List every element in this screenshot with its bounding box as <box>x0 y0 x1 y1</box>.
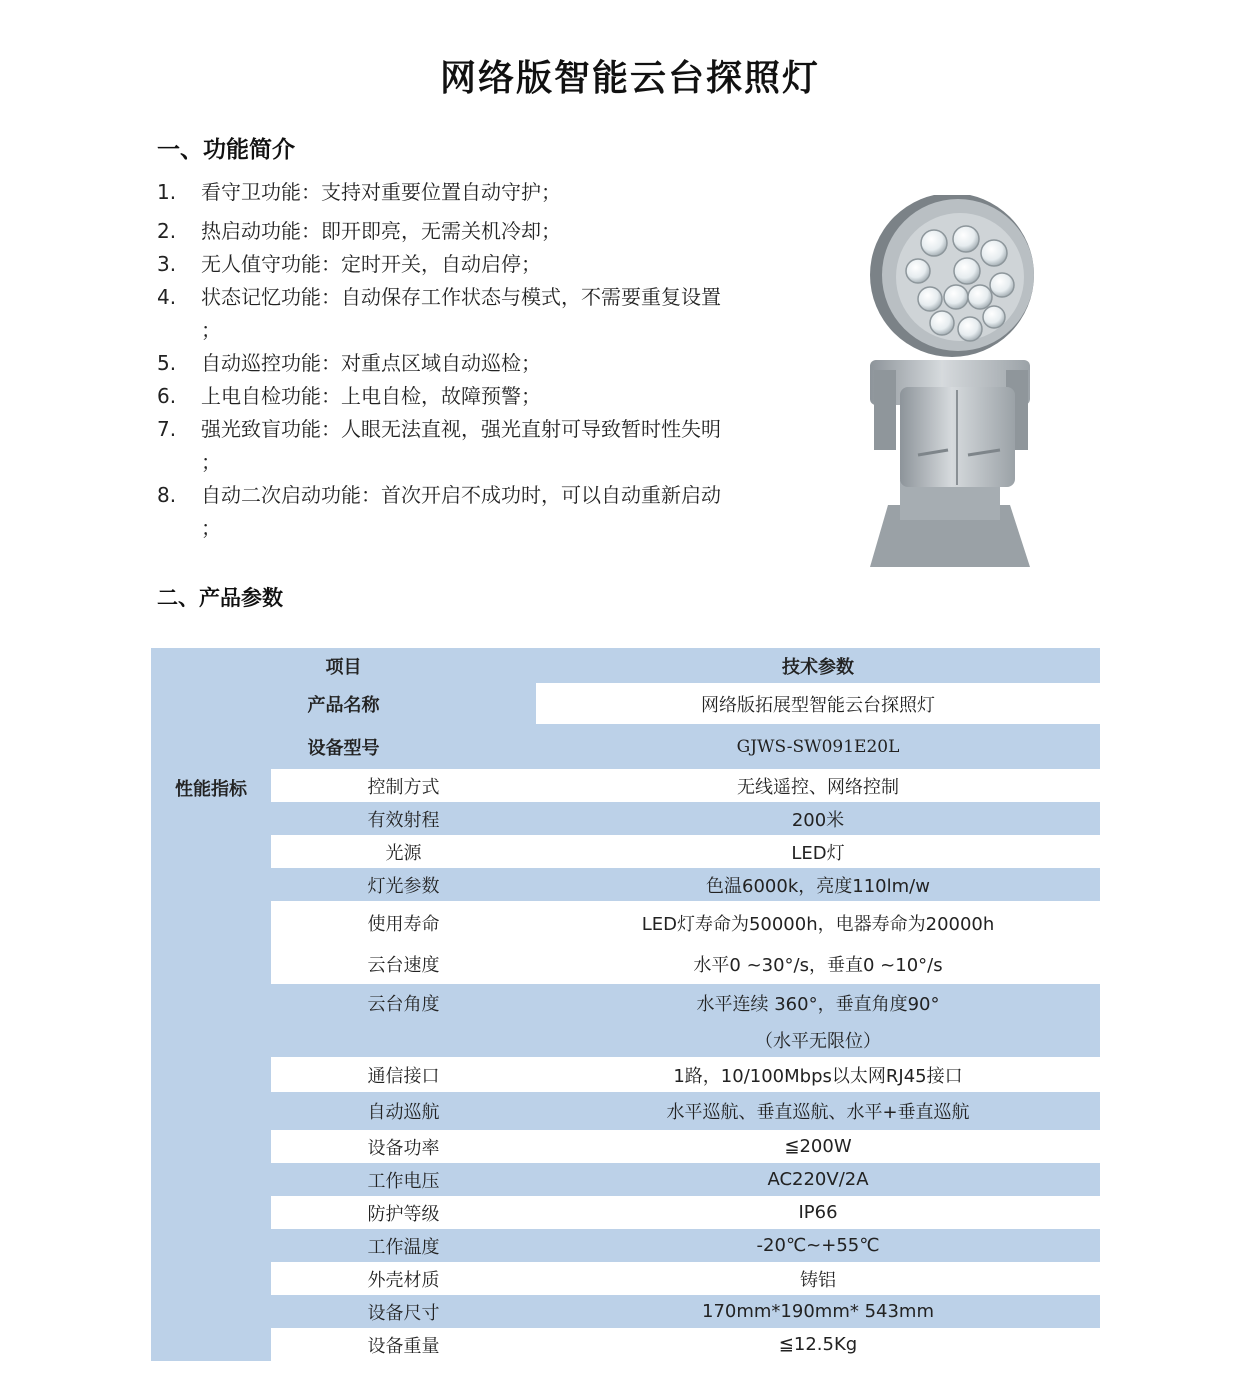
feature-item: 6. 上电自检功能：上电自检，故障预警； <box>157 384 541 408</box>
row-value: LED灯寿命为50000h，电器寿命为20000h <box>641 913 995 935</box>
page-title: 网络版智能云台探照灯 <box>439 58 820 99</box>
row-value: 水平0 ~30°/s，垂直0 ~10°/s <box>693 955 943 976</box>
group-label: 性能指标 <box>151 769 271 1361</box>
row-value: LED灯 <box>791 842 845 864</box>
row-value: （水平无限位） <box>755 1030 881 1052</box>
row-label: 设备重量 <box>367 1335 440 1357</box>
row-value: ≦200W <box>784 1136 852 1157</box>
table-row <box>151 1022 1100 1057</box>
row-label: 防护等级 <box>367 1203 440 1225</box>
table-row <box>151 802 1100 835</box>
row-label: 通信接口 <box>367 1065 440 1087</box>
row-label: 有效射程 <box>367 809 440 831</box>
table-row <box>151 835 1100 868</box>
section-heading-params: 二、产品参数 <box>157 586 283 610</box>
table-row <box>151 1130 1100 1163</box>
row-value: 无线遥控、网络控制 <box>536 769 1100 802</box>
row-label: 工作温度 <box>367 1236 440 1258</box>
row-value: 170mm*190mm* 543mm <box>702 1301 934 1322</box>
table-row <box>151 984 1100 1022</box>
table-row <box>151 901 1100 944</box>
feature-item: 7. 强光致盲功能：人眼无法直视，强光直射可导致暂时性失明 ； <box>157 417 721 474</box>
row-label: 灯光参数 <box>367 875 440 897</box>
row-value: ≦12.5Kg <box>778 1334 858 1355</box>
row-label: 设备型号 <box>151 724 536 769</box>
table-row <box>151 1092 1100 1130</box>
row-label-empty <box>271 1022 536 1057</box>
feature-list <box>157 176 817 545</box>
feature-item: 1. 看守卫功能：支持对重要位置自动守护； <box>157 180 561 204</box>
row-label: 产品名称 <box>151 683 536 724</box>
row-value: 水平巡航、垂直巡航、水平+垂直巡航 <box>666 1102 970 1123</box>
header-spec: 技术参数 <box>782 656 854 678</box>
row-value: 铸铝 <box>800 1269 836 1291</box>
table-row <box>151 1163 1100 1196</box>
section-heading-features: 一、功能简介 <box>157 137 295 163</box>
table-row <box>151 1295 1100 1328</box>
row-label: 光源 <box>385 842 422 864</box>
feature-item: 2. 热启动功能：即开即亮，无需关机冷却； <box>157 219 561 243</box>
row-value: 网络版拓展型智能云台探照灯 <box>536 683 1100 724</box>
table-row <box>151 769 1100 802</box>
row-label: 云台速度 <box>367 955 440 976</box>
table-row <box>151 944 1100 984</box>
table-header-row <box>151 648 1100 683</box>
feature-item: 8. 自动二次启动功能：首次开启不成功时，可以自动重新启动 ； <box>157 483 721 540</box>
row-value: IP66 <box>798 1202 838 1223</box>
row-value: 200米 <box>791 809 845 831</box>
row-label: 使用寿命 <box>367 913 440 935</box>
table-row <box>151 683 1100 724</box>
table-row <box>151 724 1100 769</box>
row-value: AC220V/2A <box>767 1169 869 1190</box>
row-label: 设备尺寸 <box>367 1302 440 1324</box>
feature-item: 5. 自动巡控功能：对重点区域自动巡检； <box>157 351 541 375</box>
feature-item: 3. 无人值守功能：定时开关，自动启停； <box>157 252 541 276</box>
table-row <box>151 1229 1100 1262</box>
row-value: 色温6000k，亮度110lm/w <box>706 875 930 897</box>
row-label: 工作电压 <box>367 1170 440 1192</box>
table-row <box>151 1262 1100 1295</box>
table-row <box>151 1328 1100 1361</box>
row-value: GJWS-SW091E20L <box>536 724 1100 769</box>
row-label: 云台角度 <box>367 994 440 1015</box>
row-value: -20℃~+55℃ <box>756 1235 880 1256</box>
row-value: 水平连续 360°，垂直角度90° <box>696 994 940 1015</box>
row-label: 外壳材质 <box>367 1269 440 1291</box>
row-label: 自动巡航 <box>367 1102 440 1123</box>
header-item: 项目 <box>325 656 362 678</box>
row-value: 1路，10/100Mbps以太网RJ45接口 <box>673 1065 963 1087</box>
row-label: 控制方式 <box>271 769 536 802</box>
table-row <box>151 868 1100 901</box>
row-label: 设备功率 <box>367 1137 440 1159</box>
table-row <box>151 1196 1100 1229</box>
product-image <box>860 195 1050 575</box>
spec-table <box>151 648 1100 1361</box>
feature-item: 4. 状态记忆功能：自动保存工作状态与模式，不需要重复设置 ； <box>157 285 721 342</box>
table-row <box>151 1057 1100 1092</box>
